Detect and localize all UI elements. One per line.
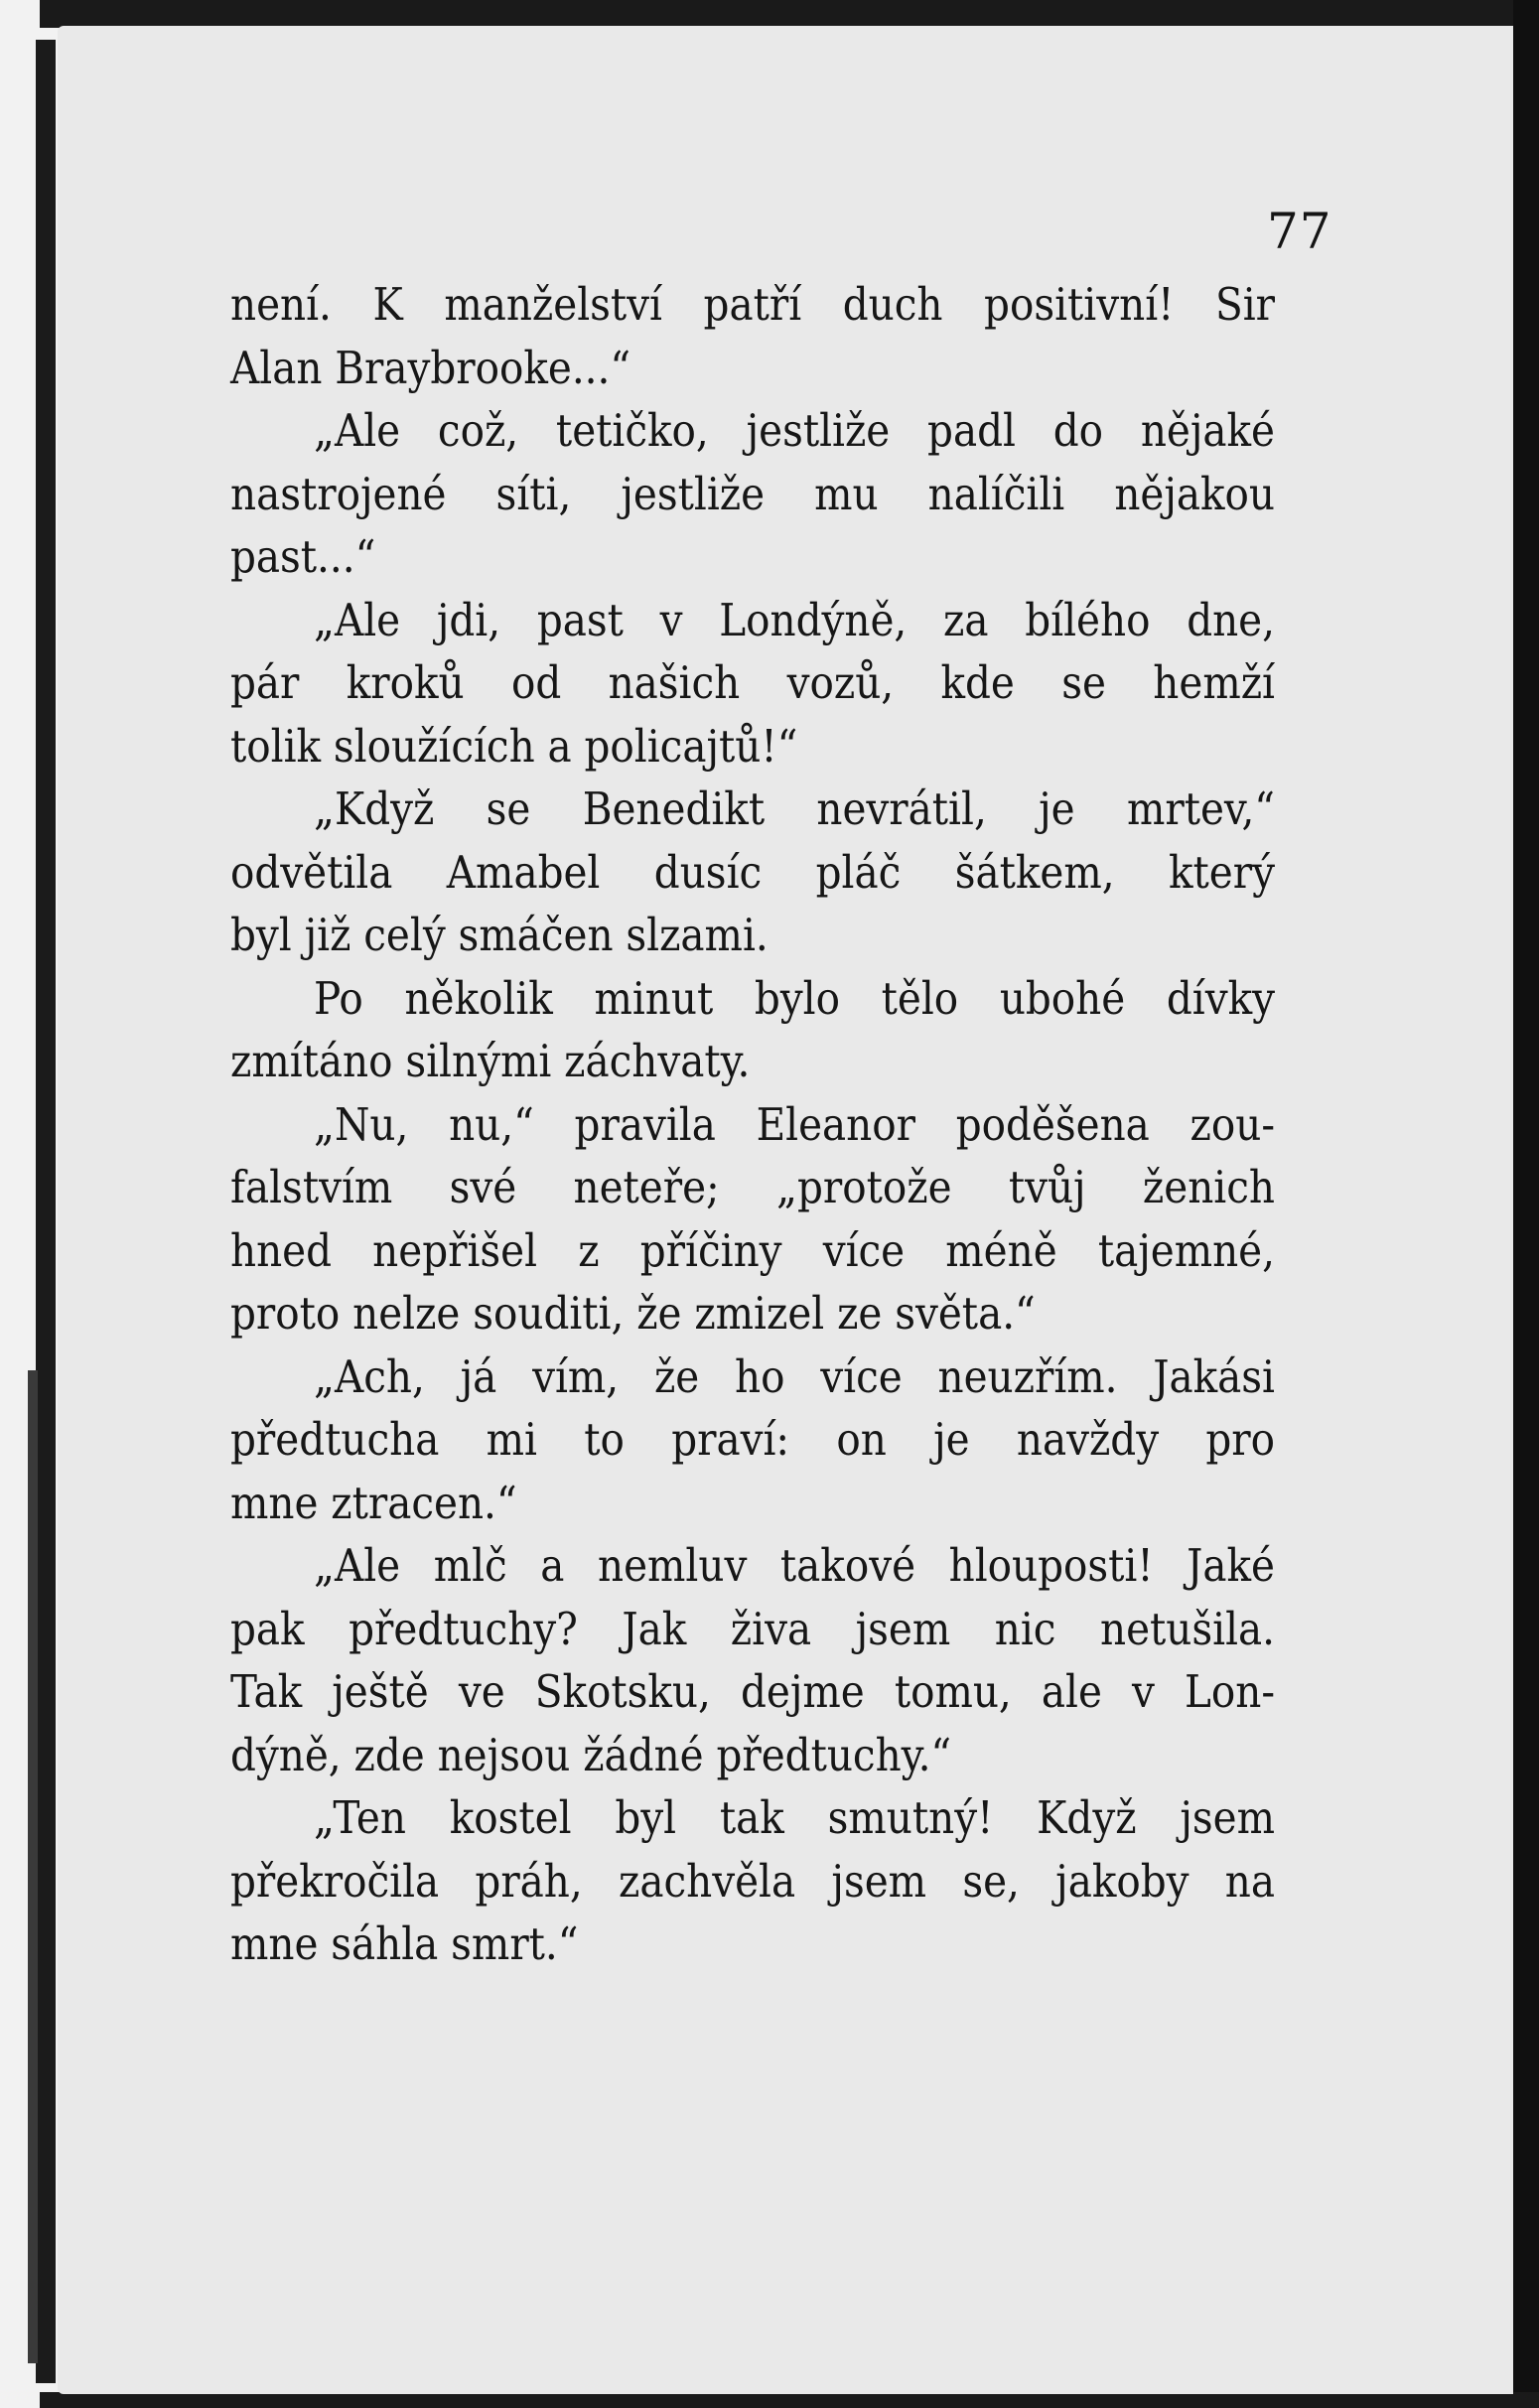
scan-bottom-edge — [40, 2392, 1539, 2408]
text-line: hned nepřišel z příčiny více méně tajemné, — [230, 1223, 1275, 1277]
text-line: „Ale což, tetičko, jestliže padl do nějaké — [314, 404, 1275, 457]
text-line: proto nelze souditi, že zmizel ze světa.“ — [230, 1287, 1036, 1340]
scan-top-edge — [40, 0, 1529, 28]
text-line: „Ale jdi, past v Londýně, za bílého dne, — [314, 593, 1275, 646]
book-spine-shadow — [36, 40, 56, 2383]
scan-right-edge — [1513, 0, 1539, 2408]
text-line: překročila práh, zachvěla jsem se, jakoby na — [230, 1854, 1275, 1908]
text-line: falstvím své neteře; „protože tvůj ženich — [230, 1161, 1275, 1213]
text-line: „Nu, nu,“ pravila Eleanor poděšena zou- — [314, 1097, 1275, 1151]
book-spine-shadow-lower — [28, 1370, 38, 2363]
text-line: Po několik minut bylo tělo ubohé dívky — [314, 971, 1275, 1025]
text-line: mne ztracen.“ — [230, 1476, 517, 1529]
text-line: předtucha mi to praví: on je navždy pro — [230, 1413, 1275, 1466]
text-line: „Ale mlč a nemluv takové hlouposti! Jaké — [314, 1539, 1275, 1592]
text-line: pak předtuchy? Jak živa jsem nic netušila. — [230, 1602, 1275, 1655]
text-line: past...“ — [230, 530, 376, 583]
text-line: byl již celý smáčen slzami. — [230, 909, 769, 961]
text-line: tolik sloužících a policajtů!“ — [230, 719, 798, 773]
text-line: mne sáhla smrt.“ — [230, 1917, 579, 1970]
text-line: pár kroků od našich vozů, kde se hemží — [230, 656, 1275, 709]
text-line: „Ach, já vím, že ho více neuzřím. Jakási — [314, 1349, 1275, 1403]
text-line: „Ten kostel byl tak smutný! Když jsem — [314, 1791, 1275, 1844]
page-number: 77 — [1267, 203, 1332, 260]
text-line: „Když se Benedikt nevrátil, je mrtev,“ — [314, 782, 1275, 835]
text-line: odvětila Amabel dusíc pláč šátkem, který — [230, 845, 1275, 899]
text-line: dýně, zde nejsou žádné předtuchy.“ — [230, 1728, 952, 1781]
text-line: Alan Braybrooke...“ — [230, 341, 631, 394]
body-text — [230, 273, 1275, 1976]
text-line: není. K manželství patří duch positivní! Sir — [230, 278, 1275, 331]
text-line: Tak ještě ve Skotsku, dejme tomu, ale v Lon- — [230, 1665, 1275, 1718]
scan-left-edge — [0, 0, 62, 2408]
text-line: zmítáno silnými záchvaty. — [230, 1035, 751, 1087]
text-line: nastrojené síti, jestliže mu nalíčili nějakou — [230, 467, 1275, 520]
